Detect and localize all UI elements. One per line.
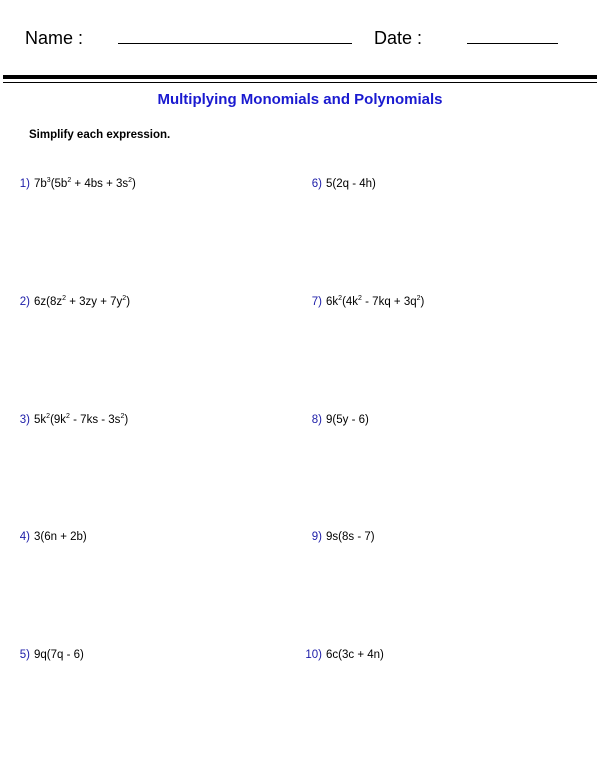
exponent: 2 xyxy=(122,295,127,302)
problem-8 xyxy=(0,413,369,427)
exponent: 2 xyxy=(120,413,125,420)
problem-expression: 3(6n + 2b) xyxy=(34,531,87,543)
instructions: Simplify each expression. xyxy=(29,129,171,141)
exponent: 2 xyxy=(128,177,133,184)
problem-number: 1 ) xyxy=(0,177,30,191)
problem-number: 6 ) xyxy=(0,177,322,191)
problem-number: 2 ) xyxy=(0,295,30,309)
header-rule-thick xyxy=(3,75,597,79)
problem-expression: $5k^2(9k^2 - 7ks - 3s^2)$ xyxy=(34,413,129,426)
problem-6 xyxy=(0,177,376,191)
problem-number: 8 ) xyxy=(0,413,322,427)
exponent: 2 xyxy=(62,295,67,302)
exponent: 2 xyxy=(67,177,72,184)
date-blank-line xyxy=(467,43,558,44)
exponent: 2 xyxy=(338,295,343,302)
problem-expression: 6c(3c + 4n) xyxy=(326,649,384,661)
problem-expression: 5(2q - 4h) xyxy=(326,178,376,190)
problem-number: 4 ) xyxy=(0,530,30,544)
problem-number: 9 ) xyxy=(0,530,322,544)
name-label: Name : xyxy=(25,28,84,48)
problem-number: 3 ) xyxy=(0,413,30,427)
problem-number: 7 ) xyxy=(0,295,322,309)
problem-expression: 9(5y - 6) xyxy=(326,414,369,426)
worksheet-title: Multiplying Monomials and Polynomials xyxy=(157,91,443,108)
problem-expression: $6k^2(4k^2 - 7kq + 3q^2)$ xyxy=(326,295,425,308)
exponent: 3 xyxy=(46,177,51,184)
problem-10 xyxy=(0,648,384,662)
name-blank-line xyxy=(118,43,352,44)
problem-number: 10 ) xyxy=(0,648,322,662)
header-rule-thin xyxy=(3,82,597,83)
exponent: 2 xyxy=(416,295,421,302)
exponent: 2 xyxy=(46,413,51,420)
problem-expression: 9q(7q - 6) xyxy=(34,649,84,661)
problem-number: 5 ) xyxy=(0,648,30,662)
problem-expression: $6z(8z^2 + 3zy + 7y^2)$ xyxy=(34,295,131,308)
problem-9 xyxy=(0,530,375,544)
problem-expression: $7b^3(5b^2 + 4bs + 3s^2)$ xyxy=(34,177,136,190)
exponent: 2 xyxy=(358,295,362,302)
problem-7 xyxy=(0,295,424,309)
problem-expression: 9s(8s - 7) xyxy=(326,531,375,543)
date-label: Date : xyxy=(374,28,423,48)
exponent: 2 xyxy=(66,413,70,420)
